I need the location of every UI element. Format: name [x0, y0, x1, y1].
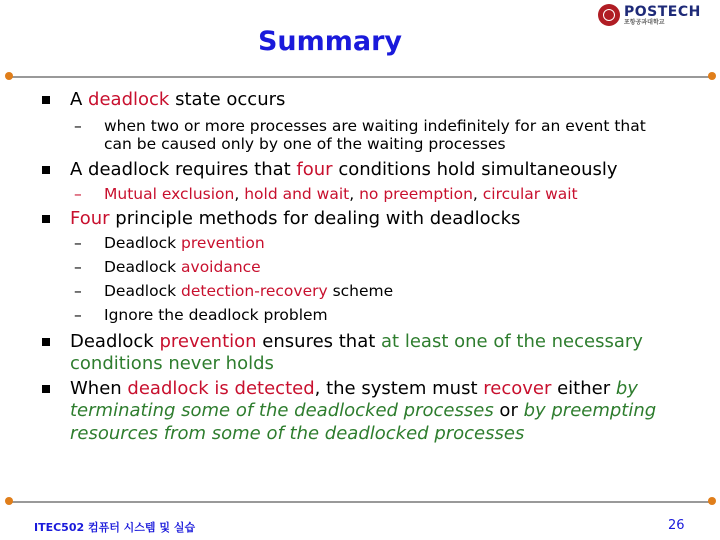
highlight-by-preempting: by preempting [523, 400, 657, 421]
dash-marker: – [74, 306, 82, 324]
highlight-by: by [615, 378, 638, 399]
condition-no-preemption: no preemption [359, 185, 473, 203]
bullet-square-icon [42, 96, 50, 104]
bullet-square-icon [42, 385, 50, 393]
method-avoidance [104, 258, 261, 277]
sub-bullet-conditions [104, 185, 578, 204]
highlight-detection-recovery: detection-recovery [181, 282, 328, 300]
slide-title: Summary [257, 26, 403, 57]
text-segment: A deadlock requires that [70, 159, 297, 180]
top-divider-right-dot [708, 72, 716, 80]
university-seal-icon [598, 4, 620, 26]
logo-word: POSTECH [624, 3, 701, 20]
footer-course: ITEC502 컴퓨터 시스템 및 실습 [34, 521, 196, 534]
text-segment: Deadlock [70, 331, 160, 352]
text-segment: state occurs [169, 89, 286, 110]
page-number: 26 [668, 518, 685, 533]
highlight-avoidance: avoidance [181, 258, 261, 276]
dash-marker: – [74, 185, 82, 203]
dash-marker: – [74, 117, 82, 135]
text-segment: principle methods for dealing with deadlocks [109, 208, 521, 229]
text-segment: Deadlock [104, 282, 182, 300]
highlight-deadlock: deadlock [88, 89, 170, 110]
highlight-prevention: prevention [181, 234, 265, 252]
text-segment: either [551, 378, 616, 399]
text-segment: Deadlock [104, 234, 182, 252]
highlight-at-least-one: at least one of the necessary [381, 331, 643, 352]
highlight-deadlock-detected: deadlock is detected [127, 378, 315, 399]
postech-logo [598, 4, 716, 26]
text-segment: ensures that [256, 331, 382, 352]
separator: , [472, 185, 483, 203]
separator: , [349, 185, 360, 203]
text-segment: conditions hold simultaneously [332, 159, 618, 180]
condition-hold-and-wait: hold and wait [244, 185, 350, 203]
top-divider [9, 76, 712, 78]
condition-circular-wait: circular wait [482, 185, 578, 203]
method-prevention [104, 234, 265, 253]
logo-subtitle: 포항공과대학교 [624, 18, 665, 26]
sub-bullet-when-line1: when two or more processes are waiting indefinitely for an event that [104, 117, 646, 135]
bottom-divider [9, 501, 712, 503]
text-segment: A [70, 89, 89, 110]
separator: , [234, 185, 245, 203]
highlight-resources: resources from some of the deadlocked processes [70, 423, 525, 444]
top-divider-left-dot [5, 72, 13, 80]
highlight-four: four [296, 159, 333, 180]
dash-marker: – [74, 282, 82, 300]
bullet-square-icon [42, 338, 50, 346]
highlight-conditions-never-hold: conditions never holds [70, 353, 274, 374]
condition-mutual-exclusion: Mutual exclusion [104, 185, 235, 203]
text-segment: scheme [327, 282, 394, 300]
highlight-prevention: prevention [159, 331, 257, 352]
bullet-square-icon [42, 166, 50, 174]
method-detection-recovery [104, 282, 393, 301]
bottom-divider-left-dot [5, 497, 13, 505]
method-ignore: Ignore the deadlock problem [104, 306, 328, 324]
highlight-recover: recover [483, 378, 552, 399]
highlight-four: Four [70, 208, 110, 229]
text-segment: , the system must [314, 378, 484, 399]
text-segment: or [493, 400, 524, 421]
text-segment: Deadlock [104, 258, 182, 276]
highlight-terminating: terminating some of the deadlocked processes [70, 400, 494, 421]
dash-marker: – [74, 234, 82, 252]
bottom-divider-right-dot [708, 497, 716, 505]
sub-bullet-when-line2: can be caused only by one of the waiting processes [104, 135, 506, 153]
dash-marker: – [74, 258, 82, 276]
bullet-square-icon [42, 215, 50, 223]
text-segment: When [70, 378, 128, 399]
